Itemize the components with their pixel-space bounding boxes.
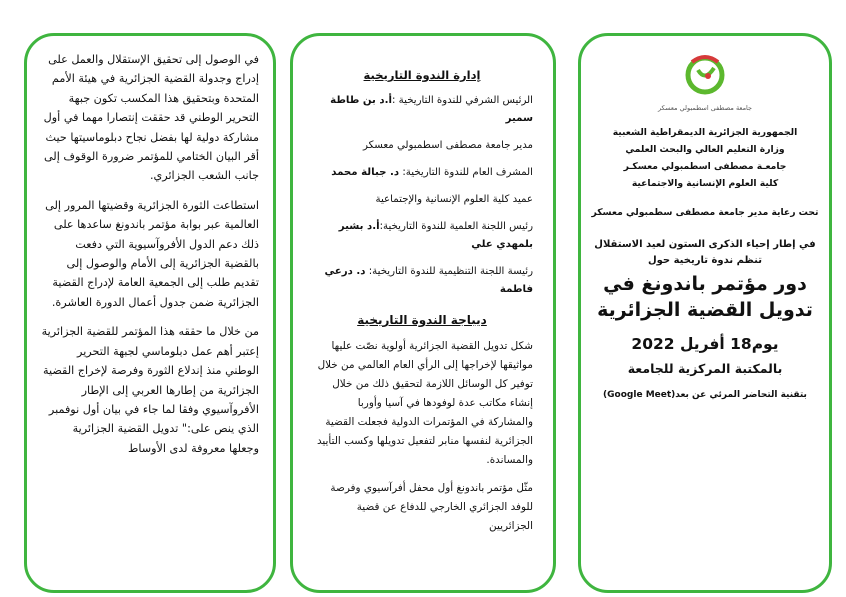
left-text-column — [27, 36, 273, 458]
faculty-dean: عميد كلية العلوم الإنسانية والإجتماعية — [375, 194, 533, 205]
left-panel — [24, 33, 276, 593]
ministry-line: وزارة التعليم العالي والبحث العلمي — [625, 144, 785, 155]
management-heading: إدارة الندوة التاريخية — [363, 68, 481, 82]
google-meet-note: بتقنية التحاضر المرئي عن بعد(Google Meet) — [603, 390, 807, 400]
scientific-committee-chair: رئيس اللجنة العلمية للندوة التاريخية:أ.د بشير بلمهدي علي — [338, 221, 533, 250]
organizing-committee-chair: رئيسة اللجنة التنظيمية للندوة التاريخية: د. درعي فاطمة — [324, 266, 533, 295]
event-title-line-2: تدويل القضية الجزائرية — [597, 299, 813, 321]
university-logo-icon — [670, 48, 740, 108]
right-panel — [578, 33, 832, 593]
patronage-line: تحت رعاية مدير جامعة مصطفى سطمبولي معسكر — [591, 207, 819, 218]
event-place: بالمكتبة المركزية للجامعة — [627, 361, 783, 376]
left-paragraph-3: من خلال ما حققه هذا المؤتمر للقضية الجزائرية إعتبر أهم عمل دبلوماسي لجبهة التحرير الوطني منذ إندلاع الثورة وفرصة لإخراج القضية الجزائرية من إطارها العربي إلى الإطار الأفروآسيوي وفقا لما جاء في بيان أول نوفمبر الذي ينص على:" تدويل القضية الجزائرية وجعلها معروفة لدى الأوساط — [41, 325, 259, 455]
logo-caption: جامعة مصطفى اسطمبولي معسكر — [657, 104, 753, 112]
university-logo — [670, 48, 740, 108]
university-director: مدير جامعة مصطفى اسطمبولي معسكر — [363, 140, 533, 151]
left-paragraph-1: في الوصول إلى تحقيق الإستقلال والعمل على إدراج وجدولة القضية الجزائرية في هيئة الأمم المتحدة وبتحقيق هذا المكسب تكون جبهة التحرير الوطني قد حققت إنتصارا مهما في أول مشاركة دولية لها بفضل نجاح دبلوماسيتها حيث أقر البيان الختامي للمؤتمر ضرورة الوقوف إلى جانب الشعب الجزائري. — [43, 53, 259, 183]
honorary-chair: الرئيس الشرفي للندوة التاريخية :أ.د بن طاطة سمير — [330, 95, 533, 124]
general-supervisor: المشرف العام للندوة التاريخية: د. جبالة محمد — [331, 167, 533, 178]
republic-line: الجمهورية الجزائرية الديمقراطية الشعبية — [612, 127, 798, 138]
university-line: جامعـة مصطفى اسطمبولي معسكـر — [623, 161, 787, 172]
left-paragraph-2: استطاعت الثورة الجزائرية وقضيتها المرور إلى العالمية عبر بوابة مؤتمر باندونغ ساعدها على ذلك دعم الدول الأفروآسيوية التي دفعت بالقضية الجزائرية إلى الأمام والوصول إلى تقديم طلب إلى الجمعية العامة لإدراج القضية الجزائرية ضمن جدول أعمال الدورة العاشرة. — [45, 198, 259, 309]
event-title-line-1: دور مؤتمر باندونغ في — [603, 273, 807, 295]
preamble-paragraph-1: شكل تدويل القضية الجزائرية أولوية نصّت عليها مواثيقها لإخراجها إلى الرأي العام العالمي من خلال توفير كل الوسائل اللازمة لتحقيق ذلك من خلال إنشاء مكاتب عدة لوفودها في آسيا وأوربا والمشاركة في المؤتمرات الدولية فجعلت القضية الجزائرية لنفسها منابر لتفعيل تدويلها وكسب التأييد والمساندة. — [316, 340, 533, 466]
event-date: يوم18 أفريل 2022 — [631, 335, 779, 353]
preamble-paragraph-2: مثّل مؤتمر باندونغ أول محفل أفرآسيوي وفرصة للوفد الجزائري الخارجي للدفاع عن قضية الجزائريين — [330, 482, 533, 532]
preamble-heading: ديباجة الندوة التاريخية — [357, 313, 487, 327]
faculty-line: كلية العلوم الإنسانية والاجتماعية — [631, 178, 779, 189]
occasion-line: في إطار إحياء الذكرى الستون لعيد الاستقلال — [594, 239, 816, 250]
middle-panel — [290, 33, 556, 593]
organizes-line: تنظم ندوة تاريخية حول — [647, 255, 763, 266]
